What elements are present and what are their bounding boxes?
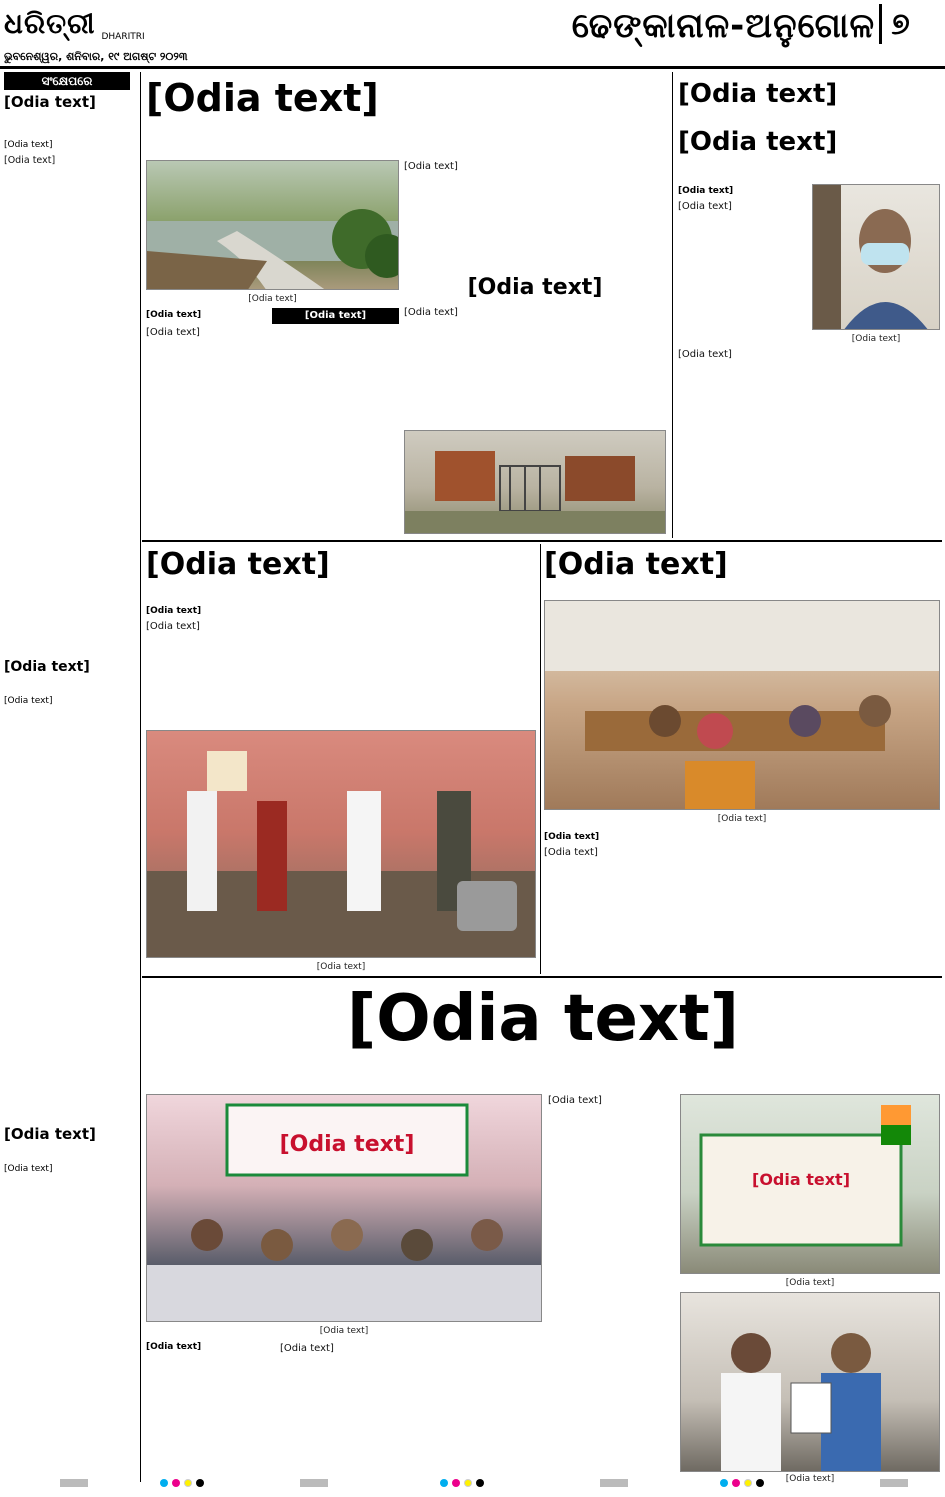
page-number: ୭ bbox=[879, 4, 919, 44]
divider-lower bbox=[142, 976, 942, 978]
workers-photo-caption: [Odia text] bbox=[717, 814, 767, 824]
congress-body-side: [Odia text] bbox=[548, 1095, 602, 1106]
pond-kicker: [Odia text] bbox=[272, 308, 399, 324]
congress-photo-caption-right-2: [Odia text] bbox=[785, 1474, 835, 1484]
collector-photo-caption: [Odia text] bbox=[316, 962, 366, 972]
congress-body-bottom: [Odia text] bbox=[280, 1343, 334, 1354]
teacher-photo bbox=[812, 184, 940, 330]
congress-photo-right-1-drawing bbox=[681, 1095, 940, 1274]
congress-banner-text: [Odia text] bbox=[279, 1132, 415, 1157]
black-dot bbox=[196, 1479, 204, 1487]
teacher-body: [Odia text] bbox=[678, 201, 732, 212]
workers-photo-drawing bbox=[545, 601, 940, 810]
teacher-headline-2: [Odia text] bbox=[678, 128, 838, 157]
congress-photo-right-1 bbox=[680, 1094, 940, 1274]
pond-headline: [Odia text] bbox=[146, 78, 379, 120]
black-dot bbox=[476, 1479, 484, 1487]
column-rule-right-top bbox=[672, 72, 673, 538]
registration-bar bbox=[880, 1479, 908, 1487]
congress-photo-right-2-drawing bbox=[681, 1293, 940, 1472]
logo-text: ଧରିତ୍ରୀ bbox=[4, 7, 96, 40]
tussar-photo bbox=[404, 430, 666, 534]
office-byline: [Odia text] bbox=[4, 696, 53, 706]
workers-headline: [Odia text] bbox=[544, 548, 728, 581]
registration-bar bbox=[300, 1479, 328, 1487]
office-headline: [Odia text] bbox=[4, 660, 90, 675]
congress-photo-drawing bbox=[147, 1095, 542, 1322]
school-headline: [Odia text] bbox=[4, 1126, 96, 1143]
registration-bar bbox=[60, 1479, 88, 1487]
magenta-dot bbox=[172, 1479, 180, 1487]
registration-bar bbox=[600, 1479, 628, 1487]
yellow-dot bbox=[464, 1479, 472, 1487]
column-rule-middle bbox=[540, 544, 541, 974]
collector-photo bbox=[146, 730, 536, 958]
divider-middle bbox=[142, 540, 942, 542]
collector-body: [Odia text] bbox=[146, 621, 200, 632]
congress-banner-text-2: [Odia text] bbox=[752, 1170, 850, 1189]
congress-photo-caption-main: [Odia text] bbox=[319, 1326, 369, 1336]
pond-body-left: [Odia text] bbox=[146, 327, 200, 338]
print-registration-marks bbox=[0, 1479, 945, 1491]
brief-label: ସଂକ୍ଷେପରେ bbox=[4, 72, 130, 90]
brief-headline: [Odia text] bbox=[4, 94, 96, 111]
brief-body: [Odia text] bbox=[4, 155, 56, 166]
congress-photo-caption-right-1: [Odia text] bbox=[785, 1278, 835, 1288]
black-dot bbox=[756, 1479, 764, 1487]
workers-body: [Odia text] bbox=[544, 847, 598, 858]
column-rule-left bbox=[140, 72, 141, 1482]
teacher-body-continued: [Odia text] bbox=[678, 349, 732, 360]
yellow-dot bbox=[184, 1479, 192, 1487]
newspaper-logo bbox=[4, 4, 164, 44]
pond-photo bbox=[146, 160, 399, 290]
logo-subtext: DHARITRI bbox=[101, 32, 145, 42]
yellow-dot bbox=[744, 1479, 752, 1487]
teacher-photo-caption: [Odia text] bbox=[851, 334, 901, 344]
congress-photo-right-2 bbox=[680, 1292, 940, 1472]
pond-dateline: [Odia text] bbox=[146, 310, 202, 320]
congress-headline: [Odia text] bbox=[347, 984, 739, 1055]
school-byline: [Odia text] bbox=[4, 1164, 53, 1174]
collector-headline: [Odia text] bbox=[146, 548, 330, 581]
teacher-photo-drawing bbox=[813, 185, 940, 330]
magenta-dot bbox=[732, 1479, 740, 1487]
pond-body-right: [Odia text] bbox=[404, 161, 458, 172]
tussar-headline: [Odia text] bbox=[467, 276, 603, 300]
congress-photo-main bbox=[146, 1094, 542, 1322]
tussar-body: [Odia text] bbox=[404, 307, 458, 318]
magenta-dot bbox=[452, 1479, 460, 1487]
teacher-byline: [Odia text] bbox=[678, 186, 734, 196]
teacher-headline-1: [Odia text] bbox=[678, 80, 838, 109]
collector-photo-drawing bbox=[147, 731, 536, 958]
section-title: ଢେଙ୍କାନାଳ-ଅନୁଗୋଳ bbox=[571, 6, 875, 46]
tussar-photo-drawing bbox=[405, 431, 666, 534]
masthead-rule bbox=[0, 66, 945, 69]
workers-byline: [Odia text] bbox=[544, 832, 600, 842]
congress-byline: [Odia text] bbox=[146, 1342, 202, 1352]
cyan-dot bbox=[720, 1479, 728, 1487]
collector-byline: [Odia text] bbox=[146, 606, 202, 616]
dateline: ଭୁବନେଶ୍ୱର, ଶନିବାର, ୧୯ ଅଗଷ୍ଟ ୨୦୨୩ bbox=[4, 50, 188, 63]
cyan-dot bbox=[440, 1479, 448, 1487]
workers-photo bbox=[544, 600, 940, 810]
pond-photo-drawing bbox=[147, 161, 399, 290]
brief-byline: [Odia text] bbox=[4, 140, 53, 150]
cyan-dot bbox=[160, 1479, 168, 1487]
pond-photo-caption: [Odia text] bbox=[248, 294, 297, 304]
